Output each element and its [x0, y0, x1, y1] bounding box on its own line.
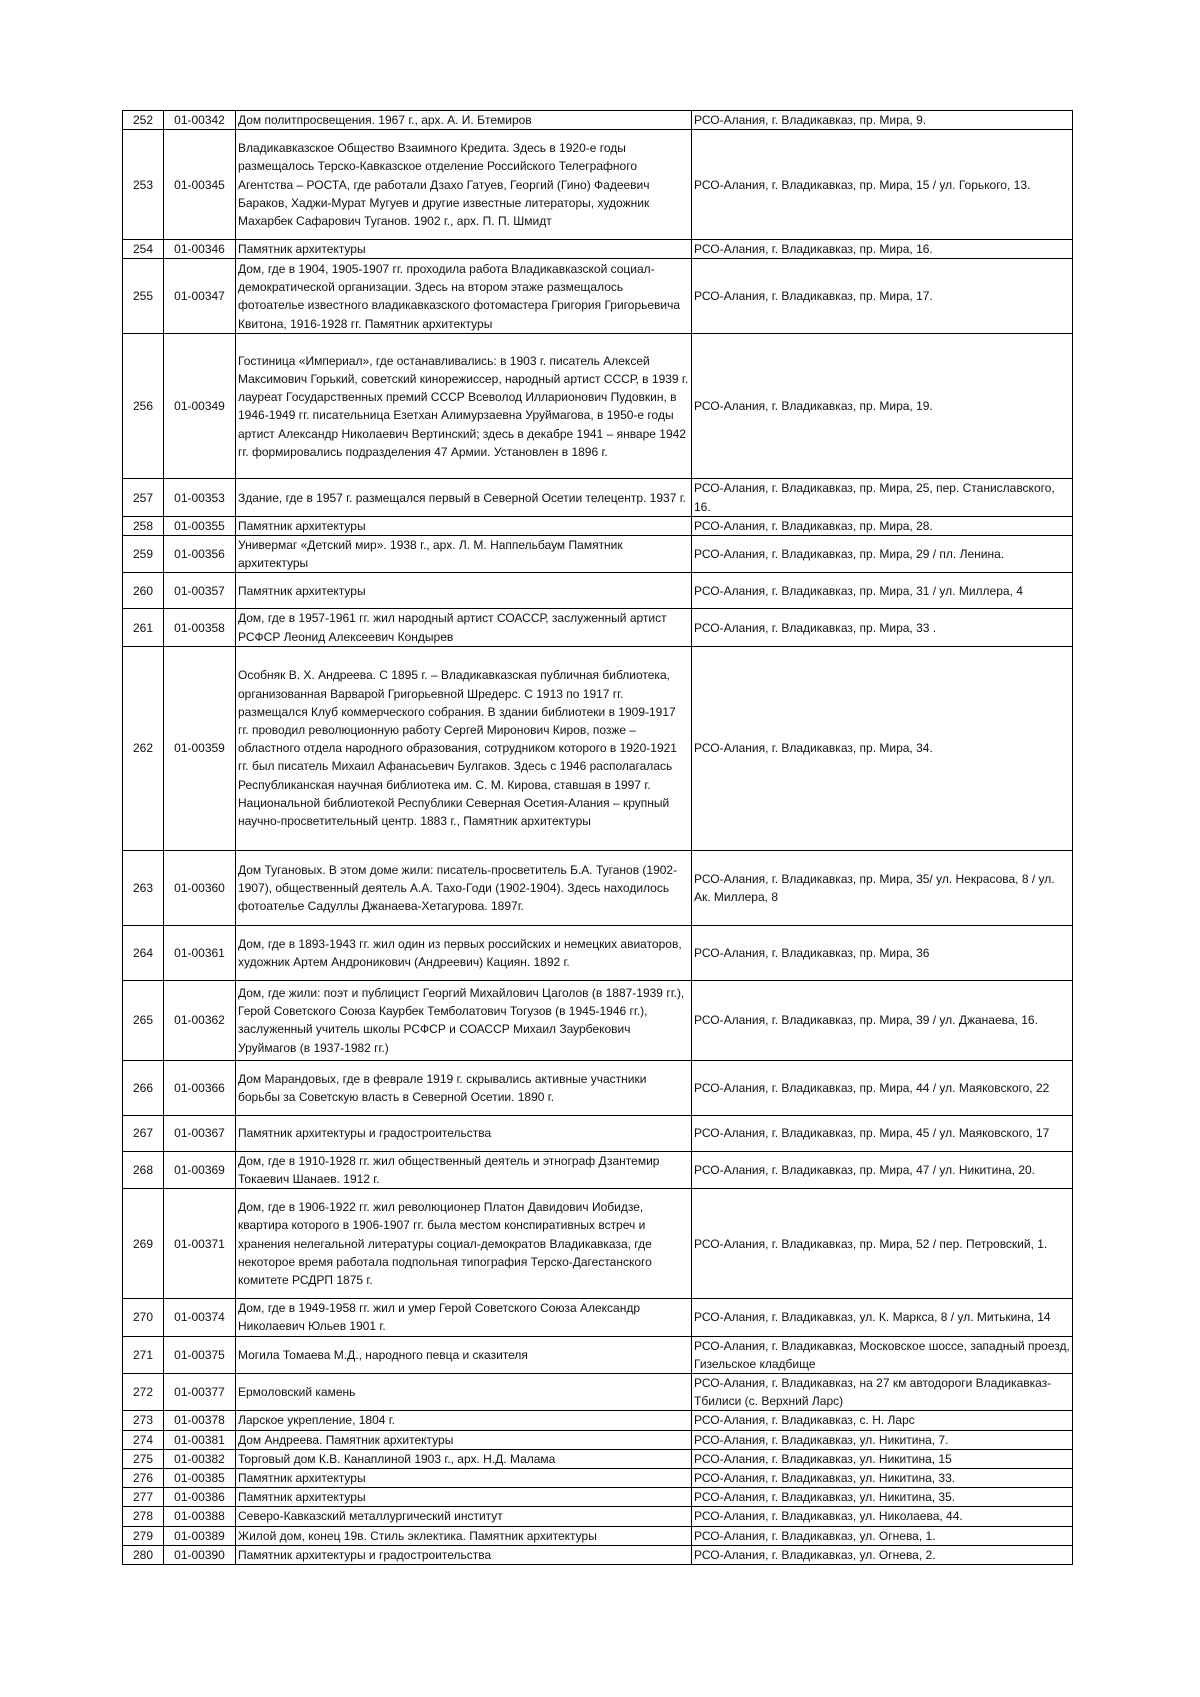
table-row	[123, 1507, 1073, 1526]
object-address: РСО-Алания, г. Владикавказ, пр. Мира, 52 / пер. Петровский, 1.	[692, 1189, 1073, 1299]
registry-code: 01-00346	[164, 240, 236, 259]
table-row	[123, 980, 1073, 1060]
object-address: РСО-Алания, г. Владикавказ, пр. Мира, 45 / ул. Маяковского, 17	[692, 1115, 1073, 1151]
row-number: 260	[123, 573, 164, 609]
registry-code: 01-00390	[164, 1545, 236, 1564]
registry-code: 01-00389	[164, 1526, 236, 1545]
object-description: Ермоловский камень	[236, 1374, 692, 1411]
table-row	[123, 850, 1073, 925]
object-address: РСО-Алания, г. Владикавказ, ул. Огнева, 2.	[692, 1545, 1073, 1564]
table-row	[123, 334, 1073, 479]
row-number: 252	[123, 111, 164, 130]
row-number: 269	[123, 1189, 164, 1299]
object-description: Дом, где в 1906-1922 гг. жил революционер Платон Давидович Иобидзе, квартира которого в 1906-1907 гг. была местом конспиративных встреч и хранения нелегальной литературы социал-демократов Владикавказа, где некоторое время работала подпольная типография Терско-Дагестанского комитете РСДРП 1875 г.	[236, 1189, 692, 1299]
object-description: Дом политпросвещения. 1967 г., арх. А. И. Бтемиров	[236, 111, 692, 130]
object-address: РСО-Алания, г. Владикавказ, пр. Мира, 16.	[692, 240, 1073, 259]
registry-code: 01-00388	[164, 1507, 236, 1526]
object-address: РСО-Алания, г. Владикавказ, пр. Мира, 28.	[692, 516, 1073, 535]
registry-code: 01-00353	[164, 479, 236, 516]
row-number: 279	[123, 1526, 164, 1545]
table-row	[123, 1449, 1073, 1468]
table-row	[123, 1374, 1073, 1411]
registry-code: 01-00378	[164, 1411, 236, 1430]
object-description: Торговый дом К.В. Канаплиной 1903 г., арх. Н.Д. Малама	[236, 1449, 692, 1468]
row-number: 277	[123, 1488, 164, 1507]
object-address: РСО-Алания, г. Владикавказ, пр. Мира, 19.	[692, 334, 1073, 479]
registry-code: 01-00366	[164, 1060, 236, 1115]
object-address: РСО-Алания, г. Владикавказ, ул. Никитина, 15	[692, 1449, 1073, 1468]
registry-code: 01-00360	[164, 850, 236, 925]
object-address: РСО-Алания, г. Владикавказ, ул. Огнева, 1.	[692, 1526, 1073, 1545]
row-number: 268	[123, 1151, 164, 1188]
object-description: Дом, где в 1893-1943 гг. жил один из первых российских и немецких авиаторов, художник Артем Андроникович (Андреевич) Кациян. 1892 г.	[236, 925, 692, 980]
registry-code: 01-00375	[164, 1336, 236, 1373]
row-number: 272	[123, 1374, 164, 1411]
row-number: 270	[123, 1299, 164, 1336]
object-address: РСО-Алания, г. Владикавказ, пр. Мира, 9.	[692, 111, 1073, 130]
object-address: РСО-Алания, г. Владикавказ, ул. К. Маркса, 8 / ул. Митькина, 14	[692, 1299, 1073, 1336]
object-address: РСО-Алания, г. Владикавказ, пр. Мира, 33 .	[692, 609, 1073, 646]
row-number: 262	[123, 646, 164, 850]
row-number: 278	[123, 1507, 164, 1526]
object-address: РСО-Алания, г. Владикавказ, пр. Мира, 47 / ул. Никитина, 20.	[692, 1151, 1073, 1188]
object-address: РСО-Алания, г. Владикавказ, пр. Мира, 15 / ул. Горького, 13.	[692, 130, 1073, 240]
table-row	[123, 479, 1073, 516]
object-description: Памятник архитектуры	[236, 240, 692, 259]
object-description: Дом, где в 1910-1928 гг. жил общественный деятель и этнограф Дзантемир Токаевич Шанаев. 1912 г.	[236, 1151, 692, 1188]
row-number: 258	[123, 516, 164, 535]
object-description: Жилой дом, конец 19в. Стиль эклектика. Памятник архитектуры	[236, 1526, 692, 1545]
table-row	[123, 1336, 1073, 1373]
registry-code: 01-00377	[164, 1374, 236, 1411]
row-number: 256	[123, 334, 164, 479]
registry-code: 01-00356	[164, 536, 236, 573]
row-number: 254	[123, 240, 164, 259]
row-number: 276	[123, 1469, 164, 1488]
object-description: Памятник архитектуры	[236, 1469, 692, 1488]
heritage-registry-table	[122, 110, 1073, 1565]
object-address: РСО-Алания, г. Владикавказ, ул. Никитина, 7.	[692, 1430, 1073, 1449]
row-number: 261	[123, 609, 164, 646]
object-description: Гостиница «Империал», где останавливались: в 1903 г. писатель Алексей Максимович Горький, советский кинорежиссер, народный артист СССР, в 1939 г. лауреат Государственных премий СССР Всеволод Илларионович Пудовкин, в 1946-1949 гг. писательница Езетхан Алимурзаевна Уруймагова, в 1950-е годы артист Александр Николаевич Вертинский; здесь в декабре 1941 – январе 1942 гг. формировались подразделения 47 Армии. Установлен в 1896 г.	[236, 334, 692, 479]
table-row	[123, 111, 1073, 130]
object-address: РСО-Алания, г. Владикавказ, пр. Мира, 25, пер. Станиславского, 16.	[692, 479, 1073, 516]
row-number: 266	[123, 1060, 164, 1115]
table-row	[123, 1151, 1073, 1188]
table-row	[123, 1430, 1073, 1449]
table-row	[123, 130, 1073, 240]
object-description: Универмаг «Детский мир». 1938 г., арх. Л. М. Наппельбаум Памятник архитектуры	[236, 536, 692, 573]
table-row	[123, 1411, 1073, 1430]
object-address: РСО-Алания, г. Владикавказ, пр. Мира, 29 / пл. Ленина.	[692, 536, 1073, 573]
registry-code: 01-00342	[164, 111, 236, 130]
object-address: РСО-Алания, г. Владикавказ, пр. Мира, 44 / ул. Маяковского, 22	[692, 1060, 1073, 1115]
registry-code: 01-00357	[164, 573, 236, 609]
object-description: Здание, где в 1957 г. размещался первый в Северной Осетии телецентр. 1937 г.	[236, 479, 692, 516]
table-row	[123, 1469, 1073, 1488]
table-row	[123, 646, 1073, 850]
registry-code: 01-00371	[164, 1189, 236, 1299]
object-address: РСО-Алания, г. Владикавказ, Московское шоссе, западный проезд, Гизельское кладбище	[692, 1336, 1073, 1373]
object-description: Дом, где в 1957-1961 гг. жил народный артист СОАССР, заслуженный артист РСФСР Леонид Алексеевич Кондырев	[236, 609, 692, 646]
object-description: Памятник архитектуры и градостроительства	[236, 1115, 692, 1151]
row-number: 263	[123, 850, 164, 925]
table-row	[123, 1189, 1073, 1299]
object-description: Могила Томаева М.Д., народного певца и сказителя	[236, 1336, 692, 1373]
table-row	[123, 1488, 1073, 1507]
row-number: 265	[123, 980, 164, 1060]
table-row	[123, 536, 1073, 573]
registry-code: 01-00374	[164, 1299, 236, 1336]
table-row	[123, 1115, 1073, 1151]
row-number: 280	[123, 1545, 164, 1564]
object-description: Дом, где в 1904, 1905-1907 гг. проходила работа Владикавказской социал-демократической организации. Здесь на втором этаже размещалось фотоателье известного владикавказского фотомастера Григория Григорьевича Квитона, 1916-1928 гг. Памятник архитектуры	[236, 259, 692, 334]
registry-code: 01-00345	[164, 130, 236, 240]
registry-code: 01-00349	[164, 334, 236, 479]
row-number: 273	[123, 1411, 164, 1430]
object-address: РСО-Алания, г. Владикавказ, пр. Мира, 35/ ул. Некрасова, 8 / ул. Ак. Миллера, 8	[692, 850, 1073, 925]
object-description: Дом Марандовых, где в феврале 1919 г. скрывались активные участники борьбы за Советскую власть в Северной Осетии. 1890 г.	[236, 1060, 692, 1115]
table-row	[123, 573, 1073, 609]
table-row	[123, 516, 1073, 535]
table-row	[123, 1526, 1073, 1545]
object-description: Дом Андреева. Памятник архитектуры	[236, 1430, 692, 1449]
registry-code: 01-00359	[164, 646, 236, 850]
table-row	[123, 1545, 1073, 1564]
object-address: РСО-Алания, г. Владикавказ, с. Н. Ларс	[692, 1411, 1073, 1430]
object-description: Памятник архитектуры	[236, 573, 692, 609]
row-number: 274	[123, 1430, 164, 1449]
registry-code: 01-00385	[164, 1469, 236, 1488]
row-number: 259	[123, 536, 164, 573]
table-row	[123, 1060, 1073, 1115]
registry-code: 01-00381	[164, 1430, 236, 1449]
object-description: Дом Тугановых. В этом доме жили: писатель-просветитель Б.А. Туганов (1902-1907), общественный деятель А.А. Тахо-Годи (1902-1904). Здесь находилось фотоателье Садуллы Джанаева-Хетагурова. 1897г.	[236, 850, 692, 925]
row-number: 275	[123, 1449, 164, 1468]
object-description: Памятник архитектуры	[236, 516, 692, 535]
table-row	[123, 259, 1073, 334]
table-row	[123, 925, 1073, 980]
object-description: Ларское укрепление, 1804 г.	[236, 1411, 692, 1430]
registry-code: 01-00361	[164, 925, 236, 980]
registry-code: 01-00362	[164, 980, 236, 1060]
row-number: 267	[123, 1115, 164, 1151]
object-description: Особняк В. Х. Андреева. С 1895 г. – Владикавказская публичная библиотека, организованная Варварой Григорьевной Шредерс. С 1913 по 1917 гг. размещался Клуб коммерческого собрания. В здании библиотеки в 1909-1917 гг. проводил революционную работу Сергей Миронович Киров, позже – областного отдела народного образования, сотрудником которого в 1920-1921 гг. был писатель Михаил Афанасьевич Булгаков. Здесь с 1946 располагалась Республиканская научная библиотека им. С. М. Кирова, ставшая в 1997 г. Национальной библиотекой Республики Северная Осетия-Алания – крупный научно-просветительный центр. 1883 г., Памятник архитектуры	[236, 646, 692, 850]
row-number: 271	[123, 1336, 164, 1373]
registry-code: 01-00347	[164, 259, 236, 334]
object-address: РСО-Алания, г. Владикавказ, пр. Мира, 39 / ул. Джанаева, 16.	[692, 980, 1073, 1060]
registry-code: 01-00355	[164, 516, 236, 535]
object-description: Владикавказское Общество Взаимного Кредита. Здесь в 1920-е годы размещалось Терско-Кавказское отделение Российского Телеграфного Агентства – РОСТА, где работали Дзахо Гатуев, Георгий (Гино) Фадеевич Бараков, Хаджи-Мурат Мугуев и другие известные литераторы, художник Махарбек Сафарович Туганов. 1902 г., арх. П. П. Шмидт	[236, 130, 692, 240]
object-description: Памятник архитектуры и градостроительства	[236, 1545, 692, 1564]
registry-code: 01-00386	[164, 1488, 236, 1507]
object-address: РСО-Алания, г. Владикавказ, на 27 км автодороги Владикавказ-Тбилиси (с. Верхний Ларс)	[692, 1374, 1073, 1411]
row-number: 253	[123, 130, 164, 240]
row-number: 264	[123, 925, 164, 980]
object-description: Северо-Кавказский металлургический институт	[236, 1507, 692, 1526]
object-address: РСО-Алания, г. Владикавказ, пр. Мира, 36	[692, 925, 1073, 980]
registry-code: 01-00369	[164, 1151, 236, 1188]
table-row	[123, 1299, 1073, 1336]
object-address: РСО-Алания, г. Владикавказ, ул. Никитина, 33.	[692, 1469, 1073, 1488]
registry-page	[122, 110, 1072, 1565]
registry-code: 01-00367	[164, 1115, 236, 1151]
object-address: РСО-Алания, г. Владикавказ, пр. Мира, 34.	[692, 646, 1073, 850]
object-description: Дом, где жили: поэт и публицист Георгий Михайлович Цаголов (в 1887-1939 гг.), Герой Советского Союза Каурбек Темболатович Тогузов (в 1945-1946 гг.), заслуженный учитель школы РСФСР и СОАССР Михаил Заурбекович Уруймагов (в 1937-1982 гг.)	[236, 980, 692, 1060]
table-row	[123, 240, 1073, 259]
object-address: РСО-Алания, г. Владикавказ, пр. Мира, 31 / ул. Миллера, 4	[692, 573, 1073, 609]
table-row	[123, 609, 1073, 646]
object-description: Дом, где в 1949-1958 гг. жил и умер Герой Советского Союза Александр Николаевич Юльев 1901 г.	[236, 1299, 692, 1336]
row-number: 255	[123, 259, 164, 334]
registry-code: 01-00358	[164, 609, 236, 646]
registry-code: 01-00382	[164, 1449, 236, 1468]
object-description: Памятник архитектуры	[236, 1488, 692, 1507]
row-number: 257	[123, 479, 164, 516]
object-address: РСО-Алания, г. Владикавказ, пр. Мира, 17.	[692, 259, 1073, 334]
object-address: РСО-Алания, г. Владикавказ, ул. Николаева, 44.	[692, 1507, 1073, 1526]
object-address: РСО-Алания, г. Владикавказ, ул. Никитина, 35.	[692, 1488, 1073, 1507]
